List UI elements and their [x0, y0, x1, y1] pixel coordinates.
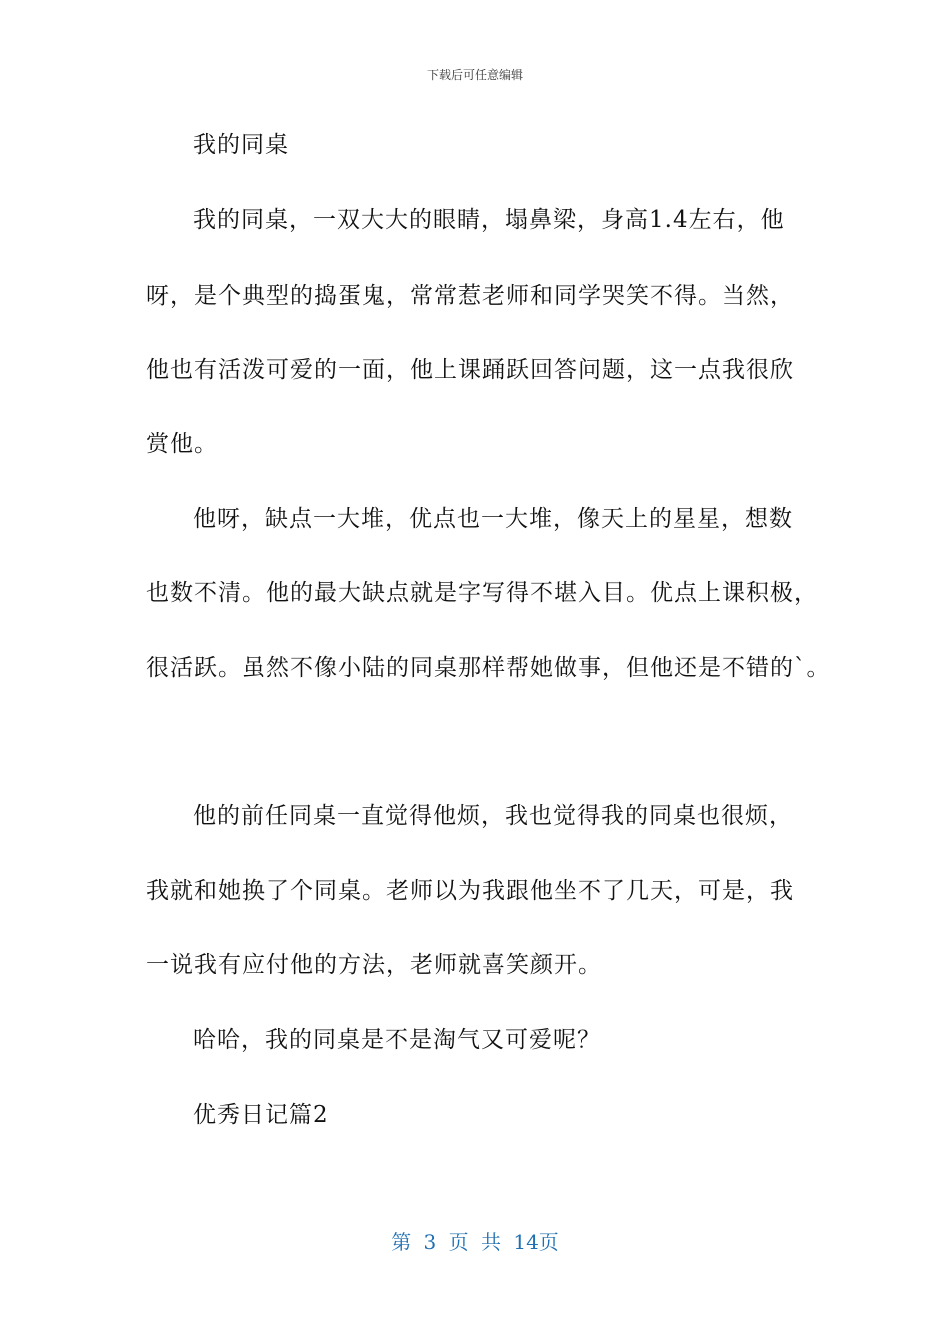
header-note: 下载后可任意编辑 — [426, 68, 523, 82]
paragraph-line: 他的前任同桌一直觉得他烦，我也觉得我的同桌也很烦， — [193, 803, 793, 829]
paragraph-line: 他呀，缺点一大堆，优点也一大堆，像天上的星星，想数 — [193, 506, 793, 532]
paragraph-line: 一说我有应付他的方法，老师就喜笑颜开。 — [146, 952, 602, 978]
paragraph-line: 赏他。 — [146, 431, 218, 457]
paragraph-line: 很活跃。虽然不像小陆的同桌那样帮她做事，但他还是不错的`。 — [146, 655, 831, 681]
paragraph-line: 我就和她换了个同桌。老师以为我跟他坐不了几天，可是，我 — [146, 878, 794, 904]
section-heading: 优秀日记篇2 — [193, 1102, 329, 1128]
paragraph-line: 呀，是个典型的捣蛋鬼，常常惹老师和同学哭笑不得。当然， — [146, 283, 794, 309]
page-number: 第 3 页 共 14页 — [391, 1230, 559, 1254]
paragraph-line: 他也有活泼可爱的一面，他上课踊跃回答问题，这一点我很欣 — [146, 357, 794, 383]
document-title: 我的同桌 — [193, 132, 289, 158]
paragraph-line: 我的同桌，一双大大的眼睛，塌鼻梁，身高1.4左右，他 — [193, 207, 785, 233]
paragraph-line: 哈哈，我的同桌是不是淘气又可爱呢？ — [193, 1027, 601, 1053]
paragraph-line: 也数不清。他的最大缺点就是字写得不堪入目。优点上课积极， — [146, 580, 818, 606]
